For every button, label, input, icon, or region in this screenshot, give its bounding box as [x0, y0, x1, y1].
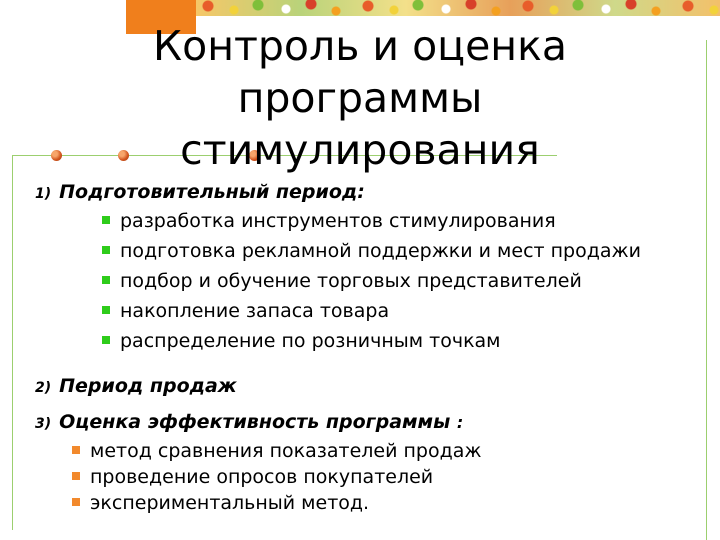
- section-number: 3): [35, 416, 52, 432]
- list-item-text: накопление запаса товара: [120, 300, 390, 322]
- list-item: [120, 300, 700, 322]
- list-item-text: разработка инструментов стимулирования: [120, 210, 556, 232]
- list-item: [120, 330, 700, 352]
- green-square-bullet-icon: [102, 246, 110, 254]
- list-item: [120, 210, 700, 232]
- list-item-text: распределение по розничным точкам: [120, 330, 501, 352]
- list-item: [120, 270, 700, 292]
- section-heading-3: [35, 410, 463, 436]
- section-suffix: :: [456, 413, 464, 432]
- bullet-list-preparation: [120, 210, 700, 352]
- list-item-text: подготовка рекламной поддержки и мест продажи: [120, 240, 641, 262]
- list-item-text: проведение опросов покупателей: [90, 466, 434, 488]
- title-line: программы: [237, 74, 483, 122]
- list-item: [90, 440, 670, 462]
- list-item-text: метод сравнения показателей продаж: [90, 440, 482, 462]
- list-item: [90, 492, 670, 514]
- orange-square-bullet-icon: [72, 446, 80, 454]
- section-title: Период продаж: [59, 375, 237, 397]
- bullet-list-evaluation: [90, 440, 670, 514]
- list-item-text: подбор и обучение торговых представителей: [120, 270, 582, 292]
- green-square-bullet-icon: [102, 336, 110, 344]
- title-line: стимулирования: [180, 126, 540, 174]
- section-heading-1: [35, 180, 365, 206]
- orange-square-bullet-icon: [72, 472, 80, 480]
- title-line: Контроль и оценка: [153, 22, 567, 70]
- list-item-text: экспериментальный метод.: [90, 492, 370, 514]
- green-square-bullet-icon: [102, 306, 110, 314]
- green-square-bullet-icon: [102, 216, 110, 224]
- section-number: 1): [35, 186, 52, 202]
- list-item: [90, 466, 670, 488]
- list-item: [120, 240, 700, 262]
- orange-square-bullet-icon: [72, 498, 80, 506]
- green-square-bullet-icon: [102, 276, 110, 284]
- section-title: Подготовительный период:: [59, 181, 365, 203]
- section-title: Оценка эффективность программы: [59, 411, 451, 433]
- section-heading-2: [35, 374, 237, 400]
- section-number: 2): [35, 380, 52, 396]
